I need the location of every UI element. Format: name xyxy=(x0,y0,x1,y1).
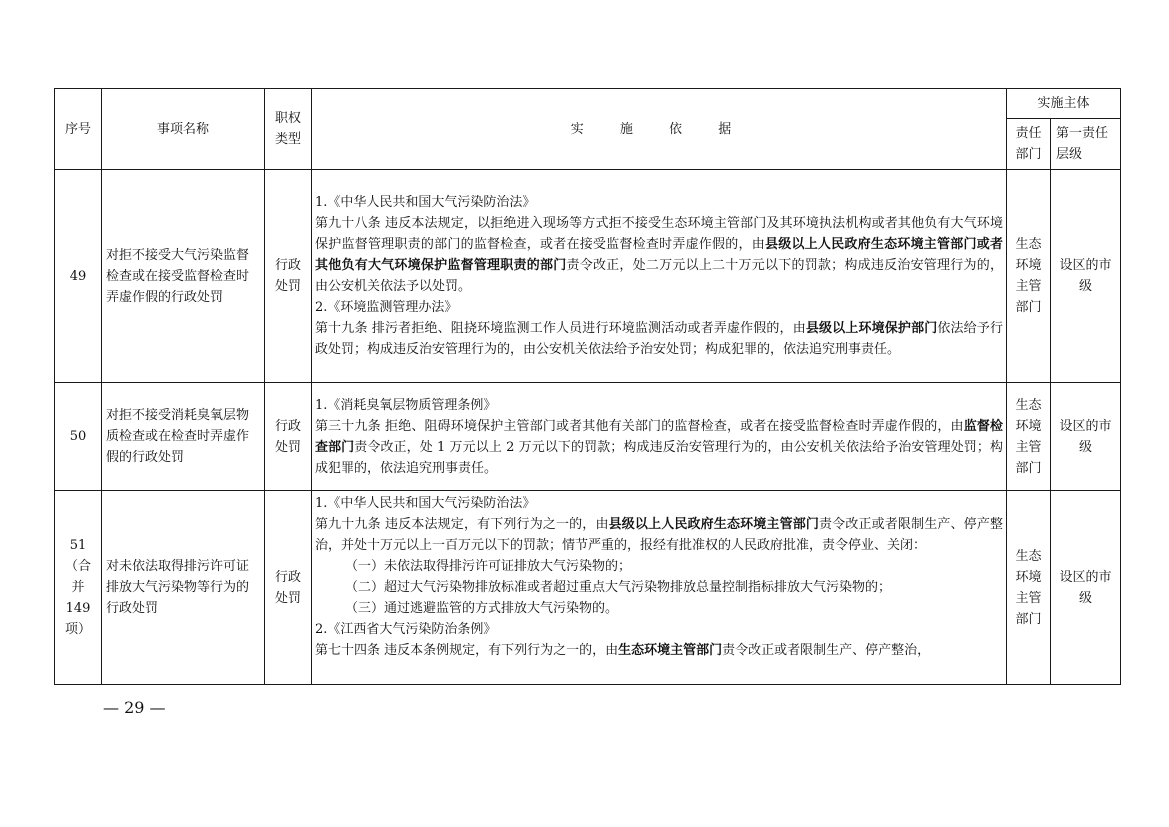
header-basis: 实 施 依 据 xyxy=(312,89,1007,170)
header-implementing-body: 实施主体 xyxy=(1007,89,1121,119)
row-basis xyxy=(312,170,1007,383)
header-item-name: 事项名称 xyxy=(102,89,265,170)
law-article: 第三十九条 拒绝、阻碍环境保护主管部门或者其他有关部门的监督检查，或者在接受监督检查时弄虚作假的，由监督检查部门责令改正，处 1 万元以上 2 万元以下的罚款；构成违反治安管理行为的，由公安机关依法给予治安管理处罚；构成犯罪的，依法追究刑事责任。 xyxy=(315,418,1003,476)
row-resp-level: 设区的市级 xyxy=(1051,491,1121,685)
law-clause: （三）通过逃避监管的方式排放大气污染物的。 xyxy=(345,601,619,616)
header-first-resp-level: 第一责任层级 xyxy=(1051,119,1121,170)
table-row xyxy=(55,383,1121,491)
table-row xyxy=(55,491,1121,685)
law-article: 第十九条 排污者拒绝、阻挠环境监测工作人员进行环境监测活动或者弄虚作假的，由县级以上环境保护部门依法给予行政处罚；构成违反治安管理行为的，由公安机关依法给予治安处罚；构成犯罪的，依法追究刑事责任。 xyxy=(315,321,1003,357)
row-basis xyxy=(312,383,1007,491)
law-clause: （一）未依法取得排污许可证排放大气污染物的； xyxy=(345,559,632,574)
law-article: 第七十四条 违反本条例规定，有下列行为之一的，由生态环境主管部门责令改正或者限制生产、停产整治， xyxy=(315,643,931,658)
row-resp-dept: 生态环境主管部门 xyxy=(1007,491,1051,685)
row-seq: 50 xyxy=(55,383,102,491)
row-seq: 51（合并149项） xyxy=(55,491,102,685)
law-article: 第九十八条 违反本法规定，以拒绝进入现场等方式拒不接受生态环境主管部门及其环境执法机构或者其他负有大气环境保护监督管理职责的部门的监督检查，或者在接受监督检查时弄虚作假的，由县级以上人民政府生态环境主管部门或者其他负有大气环境保护监督管理职责的部门责令改正，处二万元以上二十万元以下的罚款；构成违反治安管理行为的，由公安机关依法予以处罚。 xyxy=(315,216,1003,294)
row-item-name: 对拒不接受消耗臭氧层物质检查或在检查时弄虚作假的行政处罚 xyxy=(102,383,265,491)
row-resp-level: 设区的市级 xyxy=(1051,170,1121,383)
row-resp-dept: 生态环境主管部门 xyxy=(1007,383,1051,491)
law-title: 1.《消耗臭氧层物质管理条例》 xyxy=(315,397,497,413)
law-title: 2.《环境监测管理办法》 xyxy=(315,300,458,315)
header-row xyxy=(55,89,1121,119)
header-resp-dept: 责任部门 xyxy=(1007,119,1051,170)
row-power-type: 行政处罚 xyxy=(265,170,312,383)
law-title: 1.《中华人民共和国大气污染防治法》 xyxy=(315,496,536,511)
row-item-name: 对拒不接受大气污染监督检查或在接受监督检查时弄虚作假的行政处罚 xyxy=(102,170,265,383)
header-power-type: 职权类型 xyxy=(265,89,312,170)
row-resp-level: 设区的市级 xyxy=(1051,383,1121,491)
row-basis xyxy=(312,491,1007,685)
row-item-name: 对未依法取得排污许可证排放大气污染物等行为的行政处罚 xyxy=(102,491,265,685)
row-power-type: 行政处罚 xyxy=(265,383,312,491)
row-resp-dept: 生态环境主管部门 xyxy=(1007,170,1051,383)
enforcement-table xyxy=(54,88,1121,685)
table-row xyxy=(55,170,1121,383)
row-seq: 49 xyxy=(55,170,102,383)
law-clause: （二）超过大气污染物排放标准或者超过重点大气污染物排放总量控制指标排放大气污染物的； xyxy=(345,580,892,595)
law-article: 第九十九条 违反本法规定，有下列行为之一的，由县级以上人民政府生态环境主管部门责令改正或者限制生产、停产整治，并处十万元以上一百万元以下的罚款；情节严重的，报经有批准权的人民政府批准，责令停业、关闭： xyxy=(315,517,1003,553)
header-seq: 序号 xyxy=(55,89,102,170)
law-title: 1.《中华人民共和国大气污染防治法》 xyxy=(315,195,536,210)
page-number: — 29 — xyxy=(103,698,166,717)
row-power-type: 行政处罚 xyxy=(265,491,312,685)
law-title: 2.《江西省大气污染防治条例》 xyxy=(315,622,497,637)
